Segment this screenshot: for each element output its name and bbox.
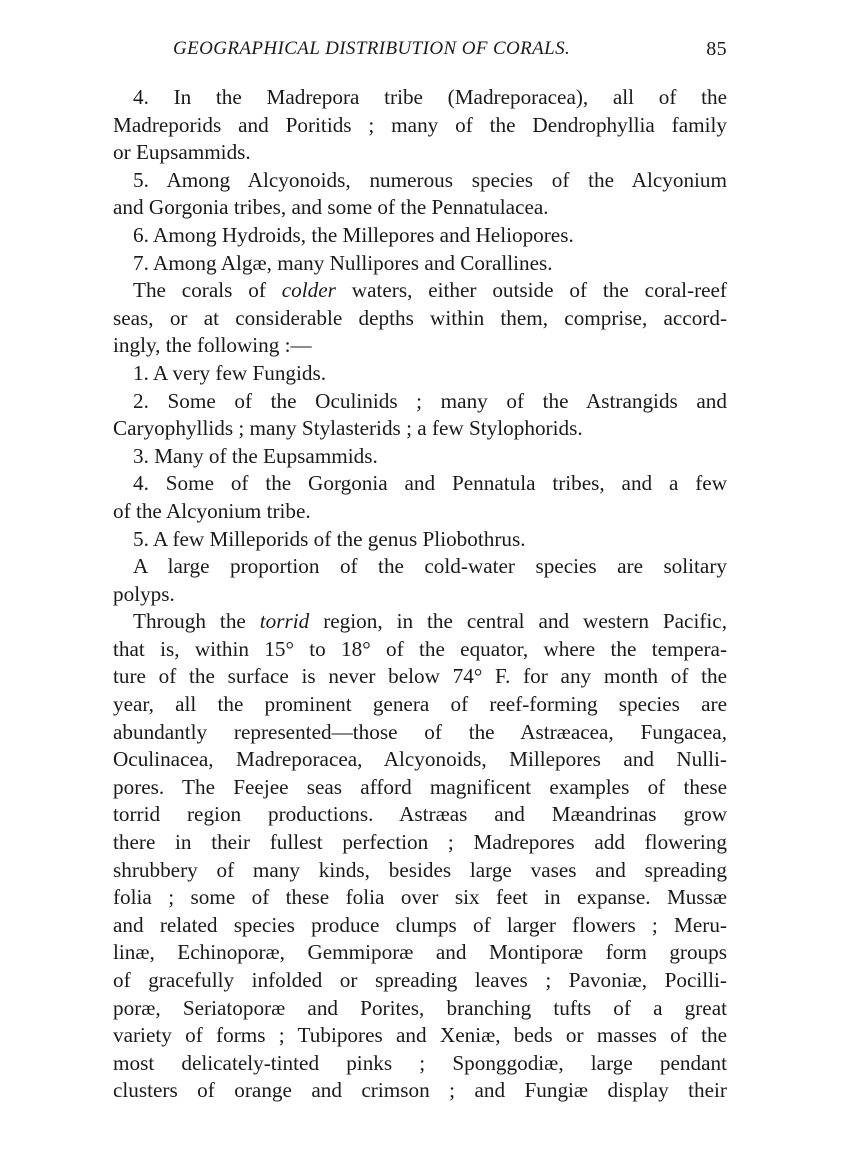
text-line: 4. In the Madrepora tribe (Madreporacea), all of the [133, 85, 727, 109]
text-line: variety of forms ; Tubipores and Xeniæ, beds or masses of the [113, 1023, 727, 1048]
text-line: clusters of orange and crimson ; and Fungiæ display their [113, 1078, 727, 1103]
text-line: ingly, the following :— [113, 333, 312, 358]
text-line: Caryophyllids ; many Stylasterids ; a few Stylophorids. [113, 416, 583, 441]
text-line: folia ; some of these folia over six feet in expanse. Mussæ [113, 885, 727, 910]
text-line [113, 608, 727, 636]
text-line: there in their fullest perfection ; Madrepores add flowering [113, 830, 727, 855]
text-line: linæ, Echinoporæ, Gemmiporæ and Montiporæ form groups [113, 940, 727, 965]
body-text [113, 84, 727, 1105]
text-line: seas, or at considerable depths within them, comprise, accord- [113, 305, 727, 330]
text-line: and Gorgonia tribes, and some of the Pennatulacea. [113, 195, 549, 220]
text-line: 5. Among Alcyonoids, numerous species of the Alcyonium [133, 167, 727, 192]
text-line [113, 277, 727, 305]
text-line: 2. Some of the Oculinids ; many of the Astrangids and [133, 388, 727, 413]
text-segment: Through the [133, 609, 260, 634]
text-line: poræ, Seriatoporæ and Porites, branching tufts of a great [113, 995, 727, 1020]
text-line: torrid region productions. Astræas and Mæandrinas grow [113, 802, 727, 827]
italic-term: colder [281, 278, 336, 303]
text-line: or Eupsammids. [113, 140, 251, 165]
text-segment: The corals of [133, 278, 282, 303]
text-line: most delicately-tinted pinks ; Sponggodiæ, large pendant [113, 1050, 727, 1075]
text-line: and related species produce clumps of larger flowers ; Meru- [113, 912, 727, 937]
text-line: A large proportion of the cold-water species are solitary [133, 554, 727, 579]
text-line: pores. The Feejee seas afford magnificent examples of these [113, 774, 727, 799]
text-line: polyps. [113, 581, 175, 606]
text-line: 5. A few Milleporids of the genus Pliobothrus. [133, 526, 526, 551]
running-title: GEOGRAPHICAL DISTRIBUTION OF CORALS. [173, 38, 571, 59]
text-line: 6. Among Hydroids, the Millepores and Heliopores. [133, 222, 574, 247]
italic-term: torrid [259, 609, 310, 634]
text-line: 1. A very few Fungids. [133, 360, 327, 385]
text-line: that is, within 15° to 18° of the equator, where the tempera- [113, 636, 727, 661]
text-line: 7. Among Algæ, many Nullipores and Corallines. [133, 250, 553, 275]
running-head [113, 38, 727, 68]
text-line: ture of the surface is never below 74° F. for any month of the [113, 664, 727, 689]
book-page [113, 38, 727, 1105]
text-line: Oculinacea, Madreporacea, Alcyonoids, Millepores and Nulli- [113, 747, 727, 772]
text-line: abundantly represented—those of the Astræacea, Fungacea, [113, 719, 727, 744]
text-line: shrubbery of many kinds, besides large vases and spreading [113, 857, 727, 882]
text-line: 4. Some of the Gorgonia and Pennatula tribes, and a few [133, 471, 727, 496]
text-line: of gracefully infolded or spreading leaves ; Pavoniæ, Pocilli- [113, 968, 727, 992]
text-line: Madreporids and Poritids ; many of the Dendrophyllia family [113, 112, 727, 137]
text-line: 3. Many of the Eupsammids. [133, 443, 378, 468]
text-segment: region, in the central and western Pacific, [309, 609, 727, 634]
page-number: 85 [706, 38, 727, 60]
text-segment: waters, either outside of the coral-reef [335, 278, 727, 303]
text-line: year, all the prominent genera of reef-forming species are [113, 692, 727, 717]
text-line: of the Alcyonium tribe. [113, 498, 311, 523]
